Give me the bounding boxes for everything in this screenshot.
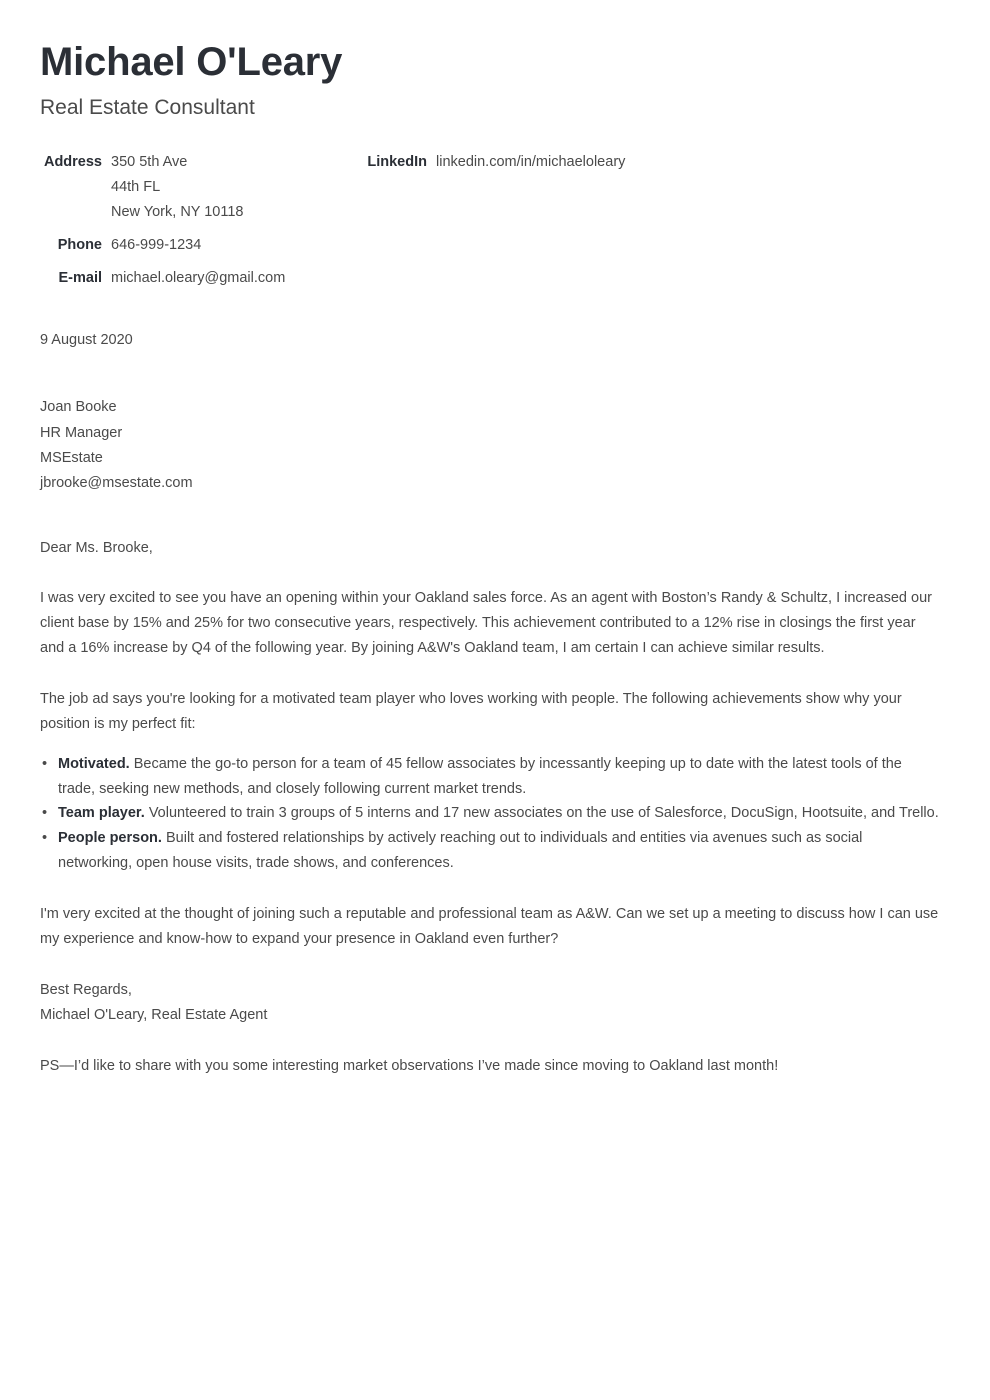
contact-column-right: [365, 150, 940, 175]
contact-row-email: [40, 266, 365, 291]
signoff-block: [40, 978, 940, 1028]
page-title: Michael O'Leary: [40, 40, 343, 84]
recipient-email[interactable]: jbrooke@msestate.com: [40, 474, 193, 491]
contact-row-phone: [40, 233, 365, 258]
contact-value-address: [111, 150, 243, 225]
contact-label-address: Address: [43, 154, 102, 171]
address-line-2: 44th FL: [111, 179, 161, 196]
contact-label-linkedin: LinkedIn: [367, 154, 427, 171]
contact-row-address: [40, 150, 365, 225]
bullet-text: Volunteered to train 3 groups of 5 interns and 17 new associates on the use of Salesforce, DocuSign, Hootsuite, and Trello.: [148, 805, 939, 822]
body-paragraph-1: I was very excited to see you have an opening within your Oakland sales force. As an agent with Boston’s Randy & Schultz, I increased our client base by 15% and 25% for two consecutive years, respectively. This achievement contributed to a 12% rise in closings the first year and a 16% increase by Q4 of the following year. By joining A&W's Oakland team, I am certain I can achieve similar results.: [40, 590, 932, 657]
bullet-text: Became the go-to person for a team of 45 fellow associates by incessantly keeping up to date with the latest tools of the trade, seeking new methods, and closely following current market trends.: [58, 755, 902, 797]
contact-value-linkedin[interactable]: linkedin.com/in/michaeloleary: [436, 154, 626, 171]
letter-date: 9 August 2020: [40, 331, 133, 348]
bullet-lead: Motivated.: [58, 755, 130, 772]
list-item: [40, 752, 940, 802]
contact-column-left: [40, 150, 365, 291]
body-paragraph-3: I'm very excited at the thought of joining such a reputable and professional team as A&W. Can we set up a meeting to discuss how I can use my experience and know-how to expand your presence in Oakland even further?: [40, 906, 939, 948]
contact-details: [40, 150, 940, 291]
list-item: [40, 826, 940, 876]
achievement-list: [40, 752, 940, 877]
salutation: Dear Ms. Brooke,: [40, 539, 153, 556]
recipient-company: MSEstate: [40, 449, 103, 466]
bullet-text: Built and fostered relationships by actively reaching out to individuals and entities via avenues such as social networking, open house visits, trade shows, and conferences.: [58, 830, 863, 872]
address-line-3: New York, NY 10118: [111, 203, 244, 220]
recipient-name: Joan Booke: [40, 399, 117, 416]
bullet-lead: People person.: [58, 830, 162, 847]
contact-value-email[interactable]: michael.oleary@gmail.com: [111, 269, 286, 286]
signoff-closing: Best Regards,: [40, 982, 132, 999]
recipient-title: HR Manager: [40, 424, 123, 441]
signoff-name: Michael O'Leary, Real Estate Agent: [40, 1007, 268, 1024]
postscript: PS—I’d like to share with you some interesting market observations I’ve made since moving to Oakland last month!: [40, 1058, 779, 1074]
address-line-1: 350 5th Ave: [111, 154, 188, 171]
bullet-lead: Team player.: [58, 805, 145, 822]
job-title: Real Estate Consultant: [40, 96, 255, 119]
contact-label-email: E-mail: [58, 269, 102, 286]
list-item: [40, 801, 940, 826]
contact-row-linkedin: [365, 150, 940, 175]
recipient-block: [40, 395, 940, 495]
contact-label-phone: Phone: [57, 236, 102, 253]
contact-value-phone[interactable]: 646-999-1234: [111, 236, 202, 253]
body-paragraph-2: The job ad says you're looking for a motivated team player who loves working with people. The following achievements show why your position is my perfect fit:: [40, 691, 902, 733]
